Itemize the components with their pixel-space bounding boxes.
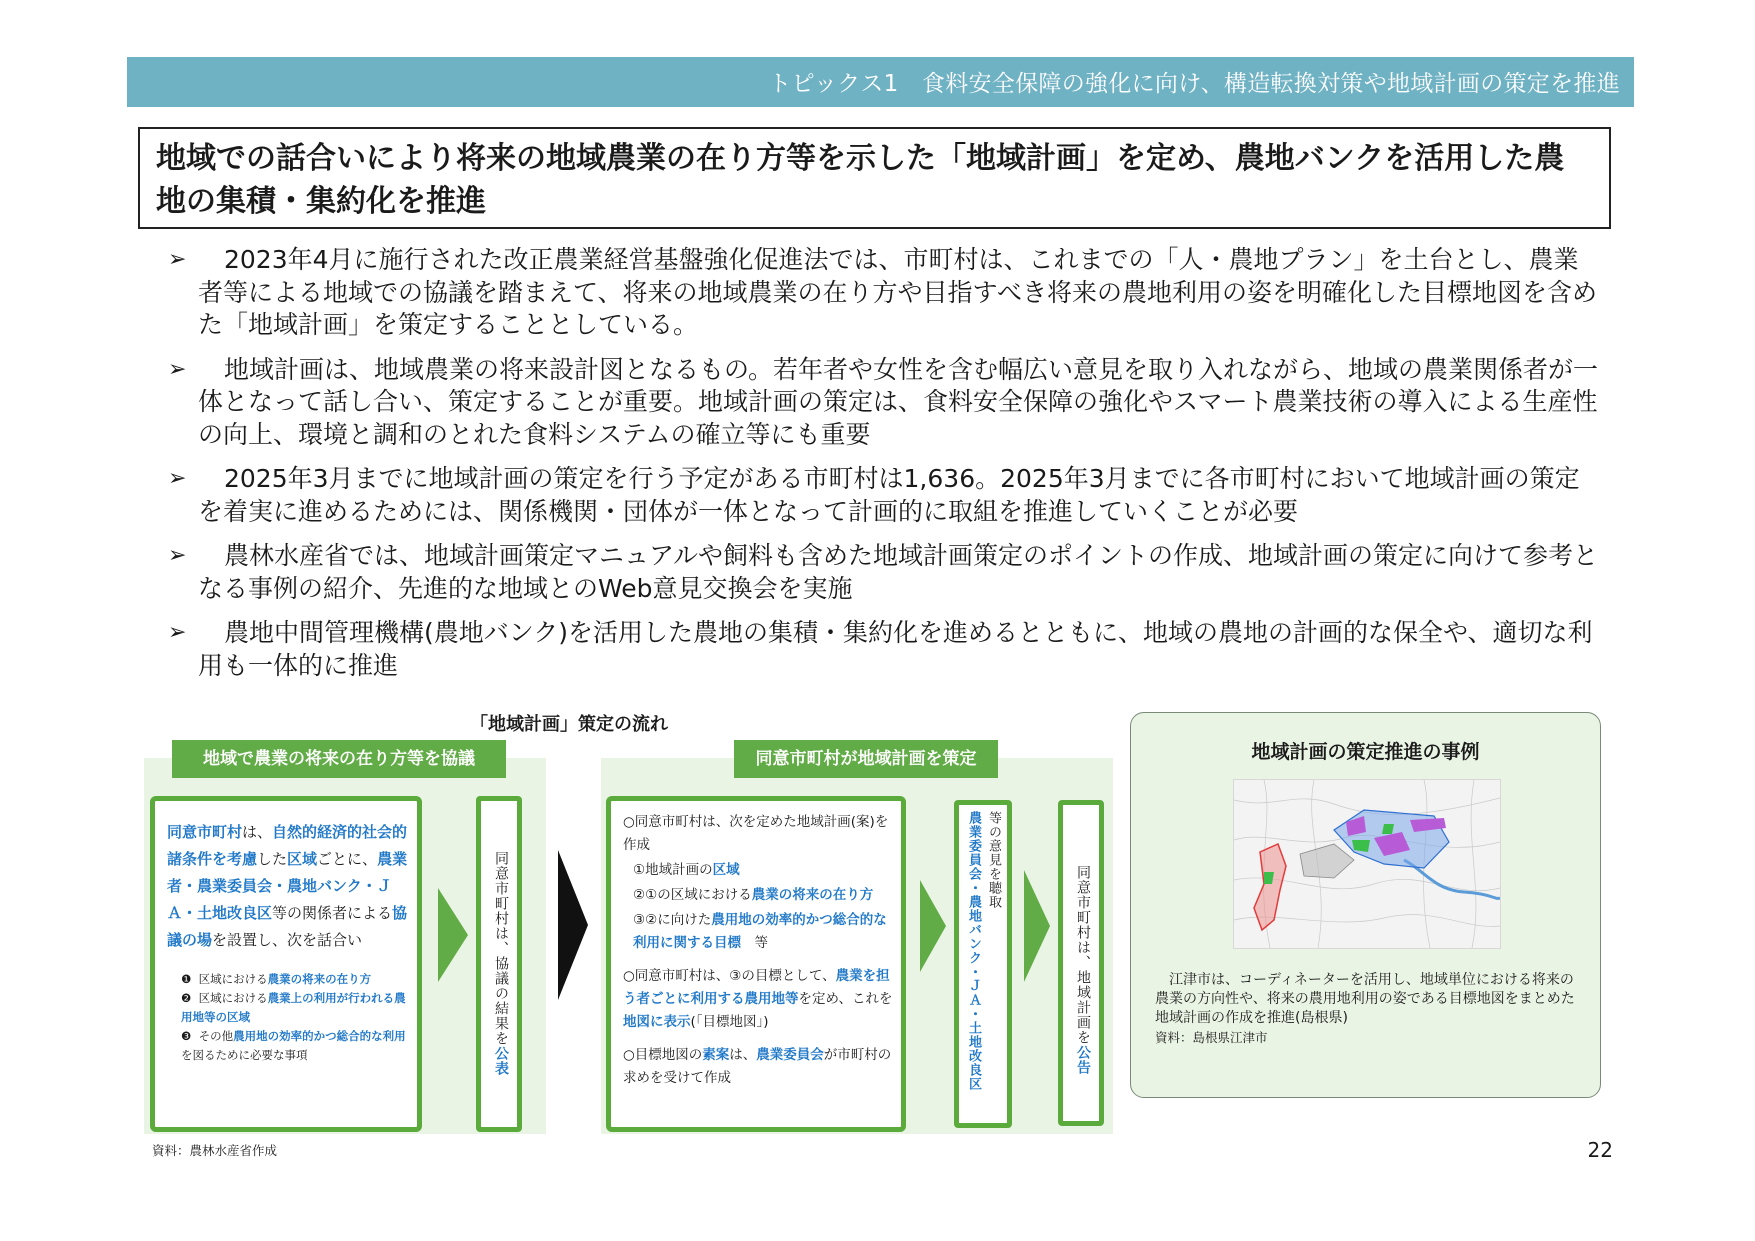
announce-box: [1058, 800, 1104, 1126]
header-band: [127, 57, 1634, 107]
map-illustration: [1234, 780, 1500, 948]
consult-item: ❶ 区域における農業の将来の在り方: [181, 972, 372, 986]
hearing-box: [954, 800, 1012, 1128]
plan-line: ○目標地図の素案は、農業委員会が市町村の求めを受けて作成: [623, 1047, 892, 1086]
case-description: [1155, 971, 1583, 1047]
arrow-bullet-icon: ➢: [168, 247, 187, 272]
consult-item: ❸ その他農用地の効率的かつ総合的な利用を図るために必要な事項: [181, 1029, 406, 1062]
bullet-item: [160, 354, 1600, 452]
case-card: [1130, 712, 1601, 1098]
panel-tag-consult: 地域で農業の将来の在り方等を協議: [172, 740, 506, 778]
arrow-bullet-icon: ➢: [168, 543, 187, 568]
flow-title: 「地域計画」策定の流れ: [470, 714, 668, 735]
bullet-text: 2023年4月に施行された改正農業経営基盤強化促進法では、市町村は、これまでの「人・農地プラン」を土台とし、農業者等による地域での協議を踏まえて、将来の地域農業の在り方や目指すべき将来の農地利用の姿を明確化した目標地図を含めた「地域計画」を策定することとしている。: [198, 245, 1598, 339]
hearing-text-plain: 等の意見を聴取: [986, 811, 1001, 909]
arrow-right-green-icon: [1024, 870, 1050, 982]
case-body: 江津市は、コーディネーターを活用し、地域単位における将来の農業の方向性や、将来の農用地利用の姿である目標地図をまとめた地域計画の作成を推進(島根県): [1155, 972, 1575, 1026]
plan-line: ③②に向けた農用地の効率的かつ総合的な利用に関する目標 等: [633, 912, 887, 951]
arrow-bullet-icon: ➢: [168, 356, 187, 382]
consult-item: ❷ 区域における農業上の利用が行われる農用地等の区域: [181, 991, 406, 1024]
publish-box: [476, 796, 522, 1132]
bullet-text: 2025年3月までに地域計画の策定を行う予定がある市町村は1,636。2025年3月までに各市町村において地域計画の策定を着実に進めるためには、関係機関・団体が一体となって計画的に取組を推進していくことが必要: [198, 464, 1580, 526]
arrow-right-black-icon: [558, 850, 588, 1000]
source-note: 資料：農林水産省作成: [152, 1143, 278, 1158]
bullet-item: [160, 244, 1600, 342]
arrow-bullet-icon: ➢: [168, 466, 187, 491]
plan-line: ②①の区域における農業の将来の在り方: [633, 887, 874, 903]
arrow-right-green-icon: [438, 888, 468, 982]
consult-paragraph: 同意市町村は、自然的経済的社会的諸条件を考慮した区域ごとに、農業者・農業委員会・農地バンク・ＪＡ・土地改良区等の関係者による協議の場を設置し、次を話合い: [167, 823, 408, 949]
announce-text: 同意市町村は、地域計画を公告: [1075, 865, 1091, 1075]
bullet-item: [160, 617, 1600, 682]
arrow-right-green-icon: [920, 880, 946, 972]
bullet-item: [160, 463, 1600, 528]
headline-text: 地域での話合いにより将来の地域農業の在り方等を示した「地域計画」を定め、農地バンクを活用した農地の集積・集約化を推進: [156, 141, 1565, 219]
plan-line: ○同意市町村は、③の目標として、農業を担う者ごとに利用する農用地等を定め、これを地図に表示(「目標地図」): [623, 968, 893, 1030]
panel-tag-plan: 同意市町村が地域計画を策定: [734, 740, 998, 778]
plan-line: ○同意市町村は、次を定めた地域計画(案)を作成: [623, 814, 889, 853]
case-map-image: [1233, 779, 1501, 949]
bullet-list: [160, 244, 1600, 694]
page-number: 22: [1587, 1138, 1613, 1162]
case-title: 地域計画の策定推進の事例: [1251, 741, 1480, 763]
plan-box: [606, 796, 906, 1132]
bullet-text: 農林水産省では、地域計画策定マニュアルや飼料も含めた地域計画策定のポイントの作成、地域計画の策定に向けて参考となる事例の紹介、先進的な地域とのWeb意見交換会を実施: [198, 541, 1599, 603]
arrow-bullet-icon: ➢: [168, 620, 187, 645]
consult-box: [150, 796, 422, 1132]
case-source: 資料：島根県江津市: [1155, 1030, 1268, 1045]
plan-line: ①地域計画の区域: [633, 862, 740, 878]
bullet-item: [160, 540, 1600, 605]
bullet-text: 地域計画は、地域農業の将来設計図となるもの。若年者や女性を含む幅広い意見を取り入れながら、地域の農業関係者が一体となって話し合い、策定することが重要。地域計画の策定は、食料安全保障の強化やスマート農業技術の導入による生産性の向上、環境と調和のとれた食料システムの確立等にも重要: [198, 354, 1599, 449]
publish-text: 同意市町村は、協議の結果を公表: [493, 851, 509, 1076]
bullet-text: 農地中間管理機構(農地バンク)を活用した農地の集積・集約化を進めるとともに、地域の農地の計画的な保全や、適切な利用も一体的に推進: [198, 618, 1593, 680]
headline-box: [138, 127, 1611, 229]
hearing-text: 農業委員会・農地バンク・ＪＡ・土地改良区: [966, 811, 981, 1091]
consult-items: [167, 970, 409, 1065]
header-title: トピックス1 食料安全保障の強化に向け、構造転換対策や地域計画の策定を推進: [768, 71, 1620, 97]
